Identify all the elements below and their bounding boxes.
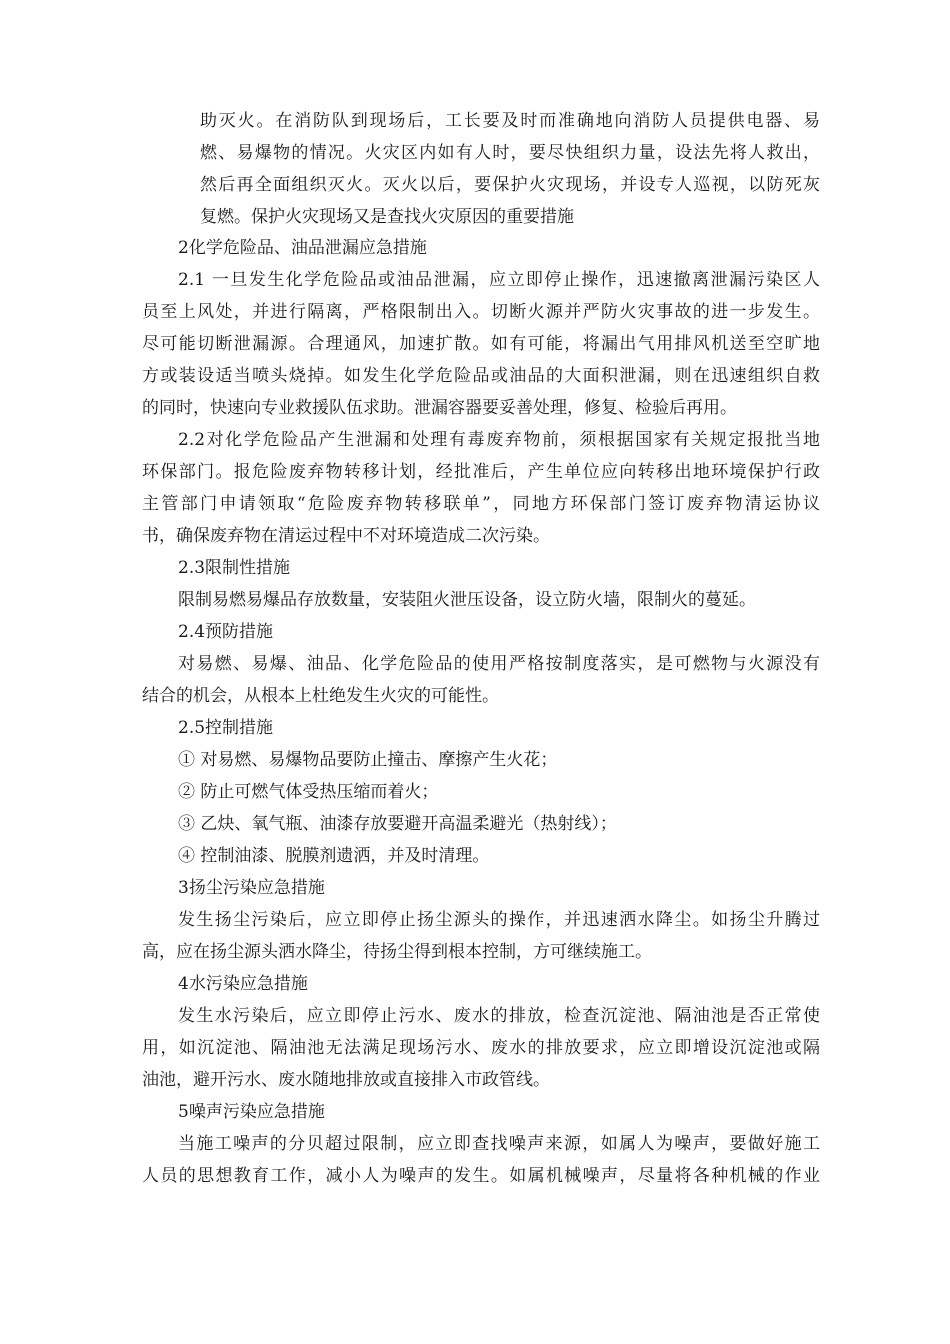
paragraph-line: 复燃。保护火灾现场又是查找火灾原因的重要措施 [200,207,574,227]
paragraph-line: 2.1 一旦发生化学危险品或油品泄漏，应立即停止操作，迅速撤离泄漏污染区人 [178,270,820,290]
paragraph-line: 结合的机会，从根本上杜绝发生火灾的可能性。 [142,686,499,706]
paragraph-line: 方或装设适当喷头烧掉。如发生化学危险品或油品的大面积泄漏，则在迅速组织自救 [142,366,820,386]
paragraph-line: 尽可能切断泄漏源。合理通风，加速扩散。如有可能，将漏出气用排风机送至空旷地 [142,334,820,354]
paragraph-line: 限制易燃易爆品存放数量，安装阻火泄压设备，设立防火墙，限制火的蔓延。 [178,590,756,610]
list-item: ③ 乙炔、氧气瓶、油漆存放要避开高温柔避光（热射线）； [178,814,617,834]
list-item: ① 对易燃、易爆物品要防止撞击、摩擦产生火花； [178,750,558,770]
list-item: ④ 控制油漆、脱膜剂遗洒，并及时清理。 [178,846,490,866]
paragraph-line: 油池，避开污水、废水随地排放或直接排入市政管线。 [142,1070,550,1090]
paragraph-line: 高，应在扬尘源头洒水降尘，待扬尘得到根本控制，方可继续施工。 [142,942,652,962]
paragraph-line: 环保部门。报危险废弃物转移计划，经批准后，产生单位应向转移出地环境保护行政 [142,462,820,482]
section-heading: 4水污染应急措施 [178,974,308,994]
section-heading: 2.3限制性措施 [178,558,291,578]
paragraph-line: 主管部门申请领取“危险废弃物转移联单”，同地方环保部门签订废弃物清运协议 [142,494,820,514]
section-heading: 2化学危险品、油品泄漏应急措施 [178,238,427,258]
paragraph-line: 书，确保废弃物在清运过程中不对环境造成二次污染。 [142,526,550,546]
paragraph-line: 燃、易爆物的情况。火灾区内如有人时，要尽快组织力量，设法先将人救出， [200,143,820,163]
paragraph-line: 当施工噪声的分贝超过限制，应立即查找噪声来源，如属人为噪声，要做好施工 [178,1134,820,1154]
paragraph-line: 的同时，快速向专业救援队伍求助。泄漏容器要妥善处理，修复、检验后再用。 [142,398,737,418]
paragraph-line: 用，如沉淀池、隔油池无法满足现场污水、废水的排放要求，应立即增设沉淀池或隔 [142,1038,820,1058]
paragraph-line: 员至上风处，并进行隔离，严格限制出入。切断火源并严防火灾事故的进一步发生。 [142,302,820,322]
section-heading: 5噪声污染应急措施 [178,1102,325,1122]
section-heading: 2.5控制措施 [178,718,274,738]
paragraph-line: 2.2对化学危险品产生泄漏和处理有毒废弃物前，须根据国家有关规定报批当地 [178,430,820,450]
paragraph-line: 发生扬尘污染后，应立即停止扬尘源头的操作，并迅速洒水降尘。如扬尘升腾过 [178,910,820,930]
section-heading: 3扬尘污染应急措施 [178,878,325,898]
section-heading: 2.4预防措施 [178,622,274,642]
paragraph-line: 然后再全面组织灭火。灭火以后，要保护火灾现场，并设专人巡视，以防死灰 [200,175,820,195]
list-item: ② 防止可燃气体受热压缩而着火； [178,782,439,802]
paragraph-line: 对易燃、易爆、油品、化学危险品的使用严格按制度落实，是可燃物与火源没有 [178,654,820,674]
paragraph-line: 发生水污染后，应立即停止污水、废水的排放，检查沉淀池、隔油池是否正常使 [178,1006,820,1026]
paragraph-line: 人员的思想教育工作，减小人为噪声的发生。如属机械噪声，尽量将各种机械的作业 [142,1166,820,1186]
paragraph-line: 助灭火。在消防队到现场后，工长要及时而准确地向消防人员提供电器、易 [200,111,820,131]
